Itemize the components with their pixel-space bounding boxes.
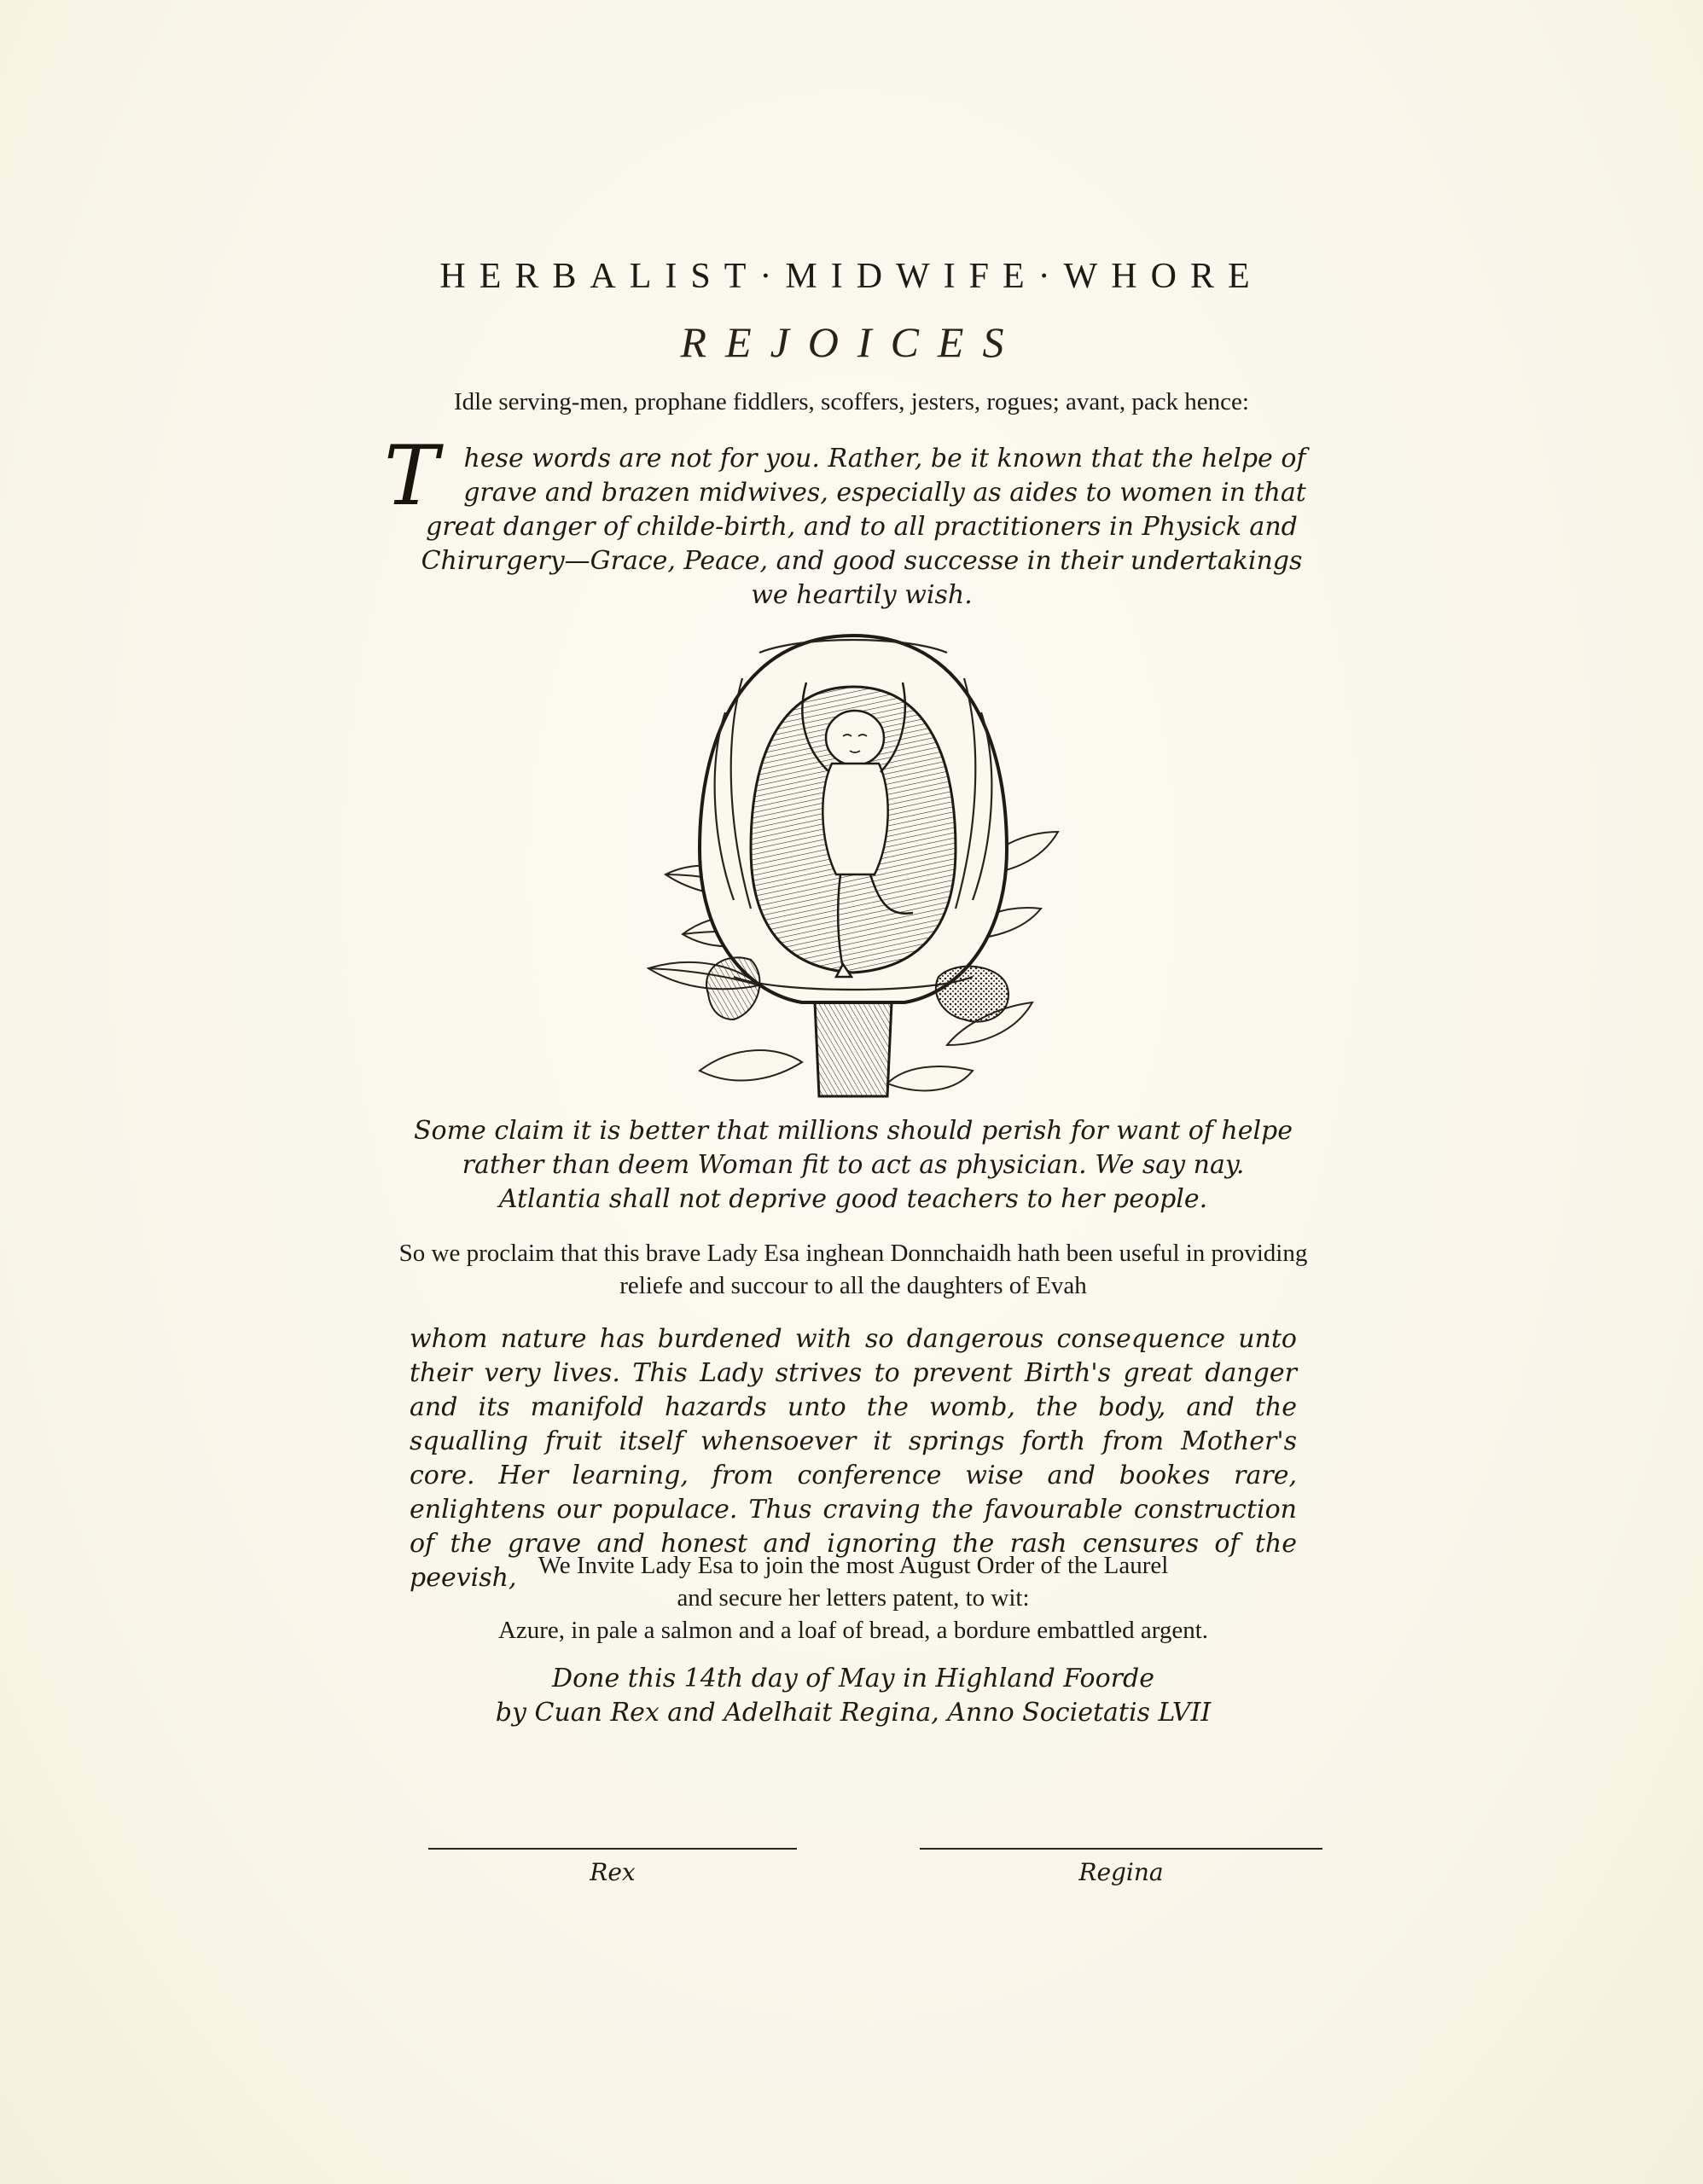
second-paragraph: Some claim it is better that millions should perish for want of helpe rather than deem Woman fit to act as physician. We say nay. Atlantia shall not deprive good teachers to her people.	[413, 1116, 1293, 1214]
dating-line-1: Done this 14th day of May in Highland Foorde	[552, 1664, 1154, 1693]
invitation-line-1: We Invite Lady Esa to join the most August Order of the Laurel	[538, 1552, 1169, 1579]
regina-signature-line	[920, 1848, 1322, 1850]
document-title: HERBALIST·MIDWIFE·WHORE	[439, 257, 1264, 296]
rock-clump	[936, 967, 1008, 1022]
document-subtitle: REJOICES	[680, 318, 1023, 366]
regina-signature-label: Regina	[1078, 1858, 1164, 1886]
pod-stem	[815, 1002, 892, 1096]
dating-clause	[427, 1662, 1280, 1730]
dating-line-2: by Cuan Rex and Adelhait Regina, Anno Societatis LVII	[495, 1698, 1212, 1728]
invitation-block	[392, 1549, 1314, 1647]
intro-line: Idle serving-men, prophane fiddlers, scoffers, jesters, rogues; avant, pack hence:	[454, 388, 1249, 415]
invitation-line-2: and secure her letters patent, to wit:	[677, 1584, 1030, 1612]
rex-signature-line	[428, 1848, 797, 1850]
opening-paragraph-text: hese words are not for you. Rather, be it known that the helpe of grave and brazen midwives, especially as aides to women in that great danger of childe-birth, and to all practitioners in Physick and Chirurgery—Grace, Peace, and good successe in their undertakings we heartily wish.	[421, 444, 1306, 610]
blazon-line: Azure, in pale a salmon and a loaf of bread, a bordure embattled argent.	[497, 1617, 1209, 1644]
infant-in-womb-illustration	[631, 619, 1075, 1113]
opening-paragraph	[384, 428, 1322, 613]
pinecone	[706, 957, 759, 1019]
drop-cap-letter: T	[384, 428, 439, 524]
virtues-paragraph: whom nature has burdened with so dangerous consequence unto their very lives. This Lady strives to prevent Birth's great danger and its manifold hazards unto the womb, the body, and the squalling fruit itself whensoever it springs forth from Mother's core. Her learning, from conference wise and bookes rare, enlightens our populace. Thus craving the favourable construction of the grave and honest and ignoring the rash censures of the peevish,	[410, 1324, 1297, 1593]
rex-signature-label: Rex	[590, 1858, 636, 1886]
proclamation-paragraph: So we proclaim that this brave Lady Esa inghean Donnchaidh hath been useful in providing reliefe and succour to all the daughters of Evah	[398, 1240, 1308, 1299]
